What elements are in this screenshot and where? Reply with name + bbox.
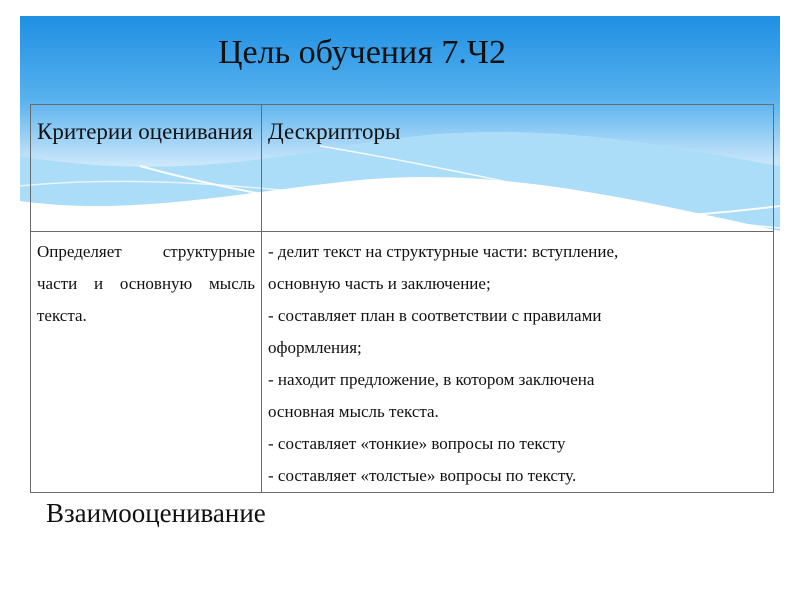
descriptor-line: основная мысль текста. <box>268 402 439 421</box>
descriptor-line: - составляет «толстые» вопросы по тексту. <box>268 466 577 485</box>
footer-text: Взаимооценивание <box>46 498 266 528</box>
descriptor-line: - составляет «тонкие» вопросы по тексту <box>268 434 566 453</box>
descriptor-line: - составляет план в соответствии с правилами <box>268 306 602 325</box>
criterion-cell: Определяет структурные части и основную мысль текста. <box>31 232 262 493</box>
header-criteria: Критерии оценивания <box>31 105 262 232</box>
slide <box>20 16 780 600</box>
descriptor-line: - находит предложение, в котором заключена <box>268 370 595 389</box>
descriptors-cell <box>262 232 774 493</box>
descriptor-line: оформления; <box>268 338 362 357</box>
descriptor-line: - делит текст на структурные части: вступление, <box>268 242 619 261</box>
criteria-table <box>30 104 774 493</box>
descriptor-line: основную часть и заключение; <box>268 274 491 293</box>
table-row <box>31 232 774 493</box>
header-descriptors: Дескрипторы <box>262 105 774 232</box>
slide-title: Цель обучения 7.Ч2 <box>218 34 506 71</box>
table-header-row <box>31 105 774 232</box>
